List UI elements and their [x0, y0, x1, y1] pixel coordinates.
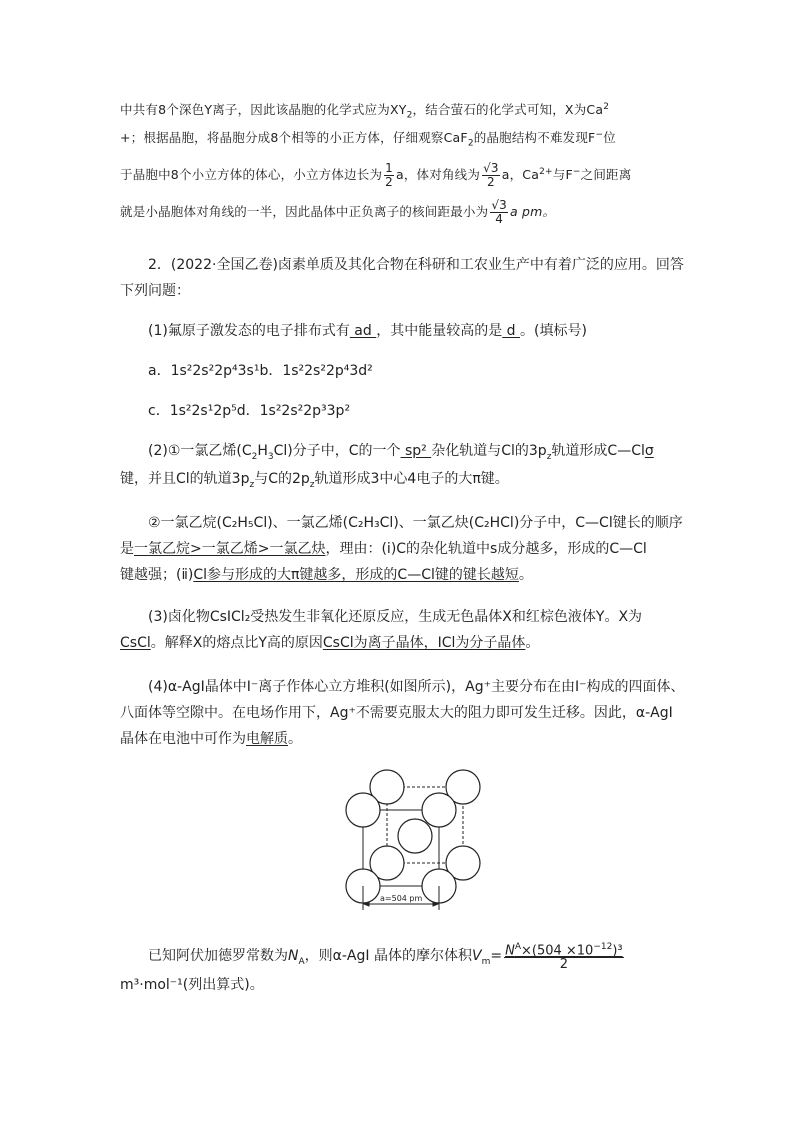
answer-2b: σ [644, 443, 654, 459]
part-3-line-1: (3)卤化物CsICl₂受热发生非氧化还原反应，生成无色晶体X和红棕色液体Y。X为 [148, 609, 643, 625]
bcc-crystal-figure [330, 760, 490, 915]
part-4-line-2: 八面体等空隙中。在电场作用下，Ag⁺不需要克服太大的阻力即可发生迁移。因此，α-AgI [120, 705, 673, 721]
question-2-intro: 2．(2022·全国乙卷)卤素单质及其化合物在科研和工农业生产中有着广泛的应用。回答 [148, 257, 684, 273]
part-2-2-line-2: 是一氯乙烷>一氯乙烯>一氯乙炔，理由：(ⅰ)C的杂化轨道中s成分越多，形成的C—Cl [120, 541, 647, 557]
solution-line-2: +；根据晶胞，将晶胞分成8个相等的小正方体，仔细观察CaF$_2$的晶胞结构不难发现F−位 [120, 130, 616, 149]
lattice-parameter-label: a=504 pm [380, 894, 423, 903]
question-2-intro-cont: 下列问题： [120, 283, 190, 299]
answer-melting-reason: CsCl为离子晶体，ICl为分子晶体 [322, 635, 526, 651]
answer-1a: ad [349, 323, 377, 339]
part-2-2-line-3: 键越强；(ⅱ)Cl参与形成的大π键越多，形成的C—Cl键的键长越短。 [120, 567, 533, 583]
part-1-question: (1)氟原子激发态的电子排布式有 ad ，其中能量较高的是 d 。(填标号) [148, 323, 587, 339]
answer-2a: sp² [400, 443, 432, 459]
part-4-molar-volume: 已知阿伏加德罗常数为$N_A$，则α-AgI 晶体的摩尔体积$V_m=$ $\frac{N^A\times(504 \times 10^{-12})^3}{2}$ [148, 941, 623, 973]
solution-line-1: 中共有8个深色Y离子，因此该晶胞的化学式应为$XY_2$，结合萤石的化学式可知，X为Ca$^2$ [120, 102, 610, 121]
options-cd: c．1s²2s¹2p⁵d．1s²2s²2p³3p² [148, 403, 351, 419]
part-4-unit: m³·mol⁻¹(列出算式)。 [120, 977, 264, 993]
part-2-line-1: (2)①一氯乙烯$(C_2H_3Cl)$分子中，C的一个 sp² 杂化轨道与Cl的$3p_z$轨道形成C—Clσ [148, 443, 654, 462]
answer-1b: d [502, 323, 521, 339]
answer-reason: Cl参与形成的大π键越多，形成的C—Cl键的键长越短 [193, 567, 519, 583]
molar-volume-fraction: $\frac{N^A\times(504 \times 10^{-12})^3}{2}$ [505, 941, 623, 973]
part-3-line-2: CsCl。解释X的熔点比Y高的原因CsCl为离子晶体，ICl为分子晶体。 [120, 635, 540, 651]
answer-x: CsCl [120, 635, 151, 651]
fraction-sqrt3-over-4: $\frac{√3}{4}$ [491, 198, 507, 226]
atom-front-top-right [422, 793, 456, 827]
solution-line-3: 于晶胞中8个小立方体的体心，小立方体边长为 $\frac{1}{2}$ a，体对角线为 $\frac{√3}{2}$ a，$Ca^{2+}$与F−之间距离 [120, 161, 632, 190]
part-4-line-3: 晶体在电池中可作为电解质。 [120, 731, 302, 747]
atom-front-top-left [346, 793, 380, 827]
part-2-line-2: 键，并且Cl的轨道$3p_z$与C的$2p_z$轨道形成3中心4电子的大π键。 [120, 471, 509, 490]
answer-bond-order: 一氯乙烷>一氯乙烯>一氯乙炔 [134, 541, 326, 557]
fraction-sqrt3-over-2: $\frac{√3}{2}$ [483, 161, 499, 190]
answer-electrolyte: 电解质 [246, 731, 288, 747]
options-ab: a．1s²2s²2p⁴3s¹b．1s²2s²2p⁴3d² [148, 363, 373, 379]
fraction-half: $\frac{1}{2}$ [385, 161, 393, 190]
part-2-2-line-1: ②一氯乙烷(C₂H₅Cl)、一氯乙烯(C₂H₃Cl)、一氯乙炔(C₂HCl)分子中，C—Cl键长的顺序 [148, 515, 683, 531]
solution-line-4: 就是小晶胞体对角线的一半，因此晶体中正负离子的核间距最小为 $\frac{√3}{4}$ a pm。 [120, 198, 556, 226]
part-4-line-1: (4)α-AgI晶体中I⁻离子作体心立方堆积(如图所示)，Ag⁺主要分布在由I⁻构成的四面体、 [148, 679, 685, 695]
atom-body-center [398, 819, 432, 853]
